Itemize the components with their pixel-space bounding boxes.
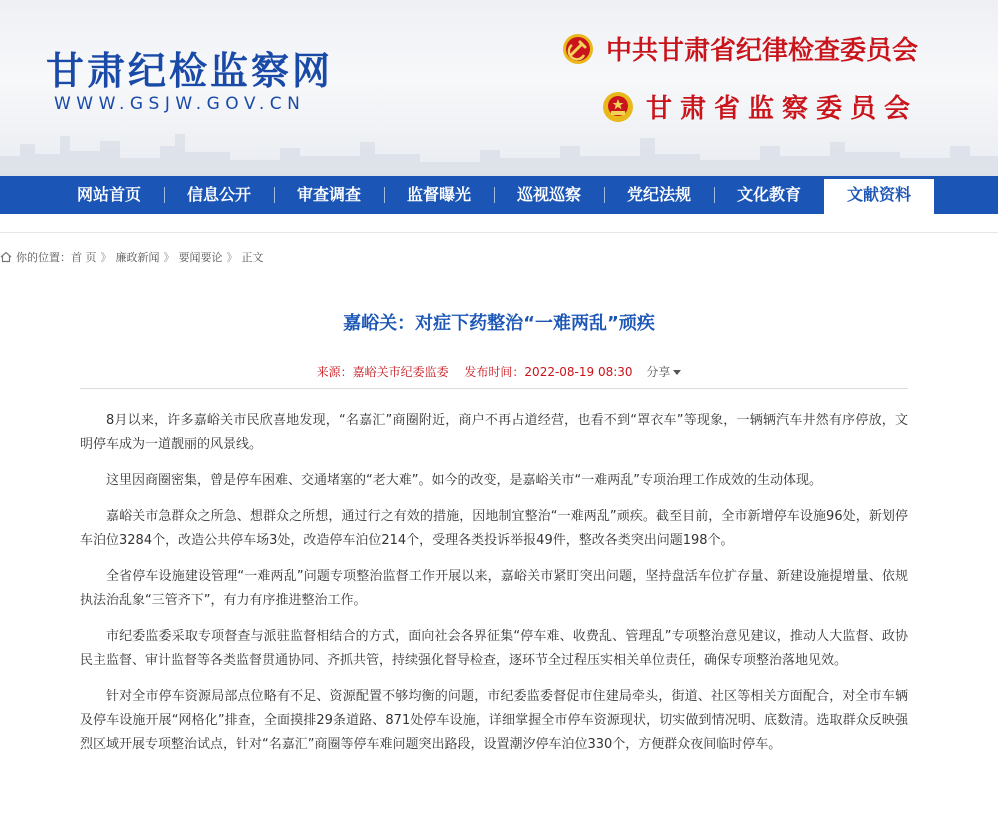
home-icon xyxy=(0,251,12,263)
breadcrumb-separator: 》 xyxy=(226,251,238,264)
article-body xyxy=(80,409,908,769)
org-ccdi-gansu xyxy=(562,30,918,67)
nav-item-review-investigation[interactable]: 审查调查 xyxy=(274,176,384,214)
divider xyxy=(80,388,908,389)
breadcrumb-prefix: 你的位置： xyxy=(16,251,71,264)
article-paragraph: 这里因商圈密集，曾是停车困难、交通堵塞的“老大难”。如今的改变，是嘉峪关市“一难两乱”专项治理工作成效的生动体现。 xyxy=(106,473,822,488)
article-paragraph: 嘉峪关市急群众之所急、想群众之所想，通过行之有效的措施，因地制宜整治“一难两乱”顽疾。截至目前，全市新增停车设施96处，新划停车泊位3284个，改造公共停车场3处，改造停车泊位214个，受理各类投诉举报49件，整改各类突出问题198个。 xyxy=(80,509,908,548)
article-meta xyxy=(0,363,998,380)
article-paragraph: 全省停车设施建设管理“一难两乱”问题专项整治监督工作开展以来，嘉峪关市紧盯突出问题，坚持盘活车位扩存量、新建设施提增量、依规执法治乱象“三管齐下”，有力有序推进整治工作。 xyxy=(80,569,908,608)
article-title: 嘉峪关：对症下药整治“一难两乱”顽疾 xyxy=(343,313,655,334)
share-button[interactable] xyxy=(646,365,681,379)
org-1-name: 中共甘肃省纪律检查委员会 xyxy=(605,36,918,66)
breadcrumb-home[interactable]: 首 页 xyxy=(71,251,97,264)
article-publish-time: 发布时间：2022-08-19 08:30 xyxy=(464,365,633,379)
nav-item-regulations[interactable]: 党纪法规 xyxy=(604,176,714,214)
main-nav xyxy=(0,176,998,214)
nav-item-supervision-exposure[interactable]: 监督曝光 xyxy=(384,176,494,214)
org-2-name: 甘肃省监察委员会 xyxy=(645,94,918,124)
nav-item-culture-education[interactable]: 文化教育 xyxy=(714,176,824,214)
nav-item-inspection[interactable]: 巡视巡察 xyxy=(494,176,604,214)
share-label: 分享 xyxy=(646,365,671,379)
breadcrumb-headlines[interactable]: 要闻要论 xyxy=(178,251,223,264)
article-paragraph: 8月以来，许多嘉峪关市民欣喜地发现，“名嘉汇”商圈附近，商户不再占道经营，也看不到“罩衣车”等现象，一辆辆汽车井然有序停放，文明停车成为一道靓丽的风景线。 xyxy=(80,413,908,452)
breadcrumb-news[interactable]: 廉政新闻 xyxy=(115,251,160,264)
breadcrumb-separator: 》 xyxy=(100,251,112,264)
city-skyline-decoration xyxy=(0,116,998,176)
party-emblem-icon xyxy=(562,33,594,65)
article-paragraph: 针对全市停车资源局部点位略有不足、资源配置不够均衡的问题，市纪委监委督促市住建局牵头，街道、社区等相关方面配合，对全市车辆及停车设施开展“网格化”排查，全面摸排29条道路、871处停车设施，详细掌握全市停车资源现状，切实做到情况明、底数清。选取群众反映强烈区域开展专项整治试点，针对“名嘉汇”商圈等停车难问题突出路段，设置潮汐停车泊位330个，方便群众夜间临时停车。 xyxy=(80,689,908,752)
breadcrumb-separator: 》 xyxy=(163,251,175,264)
national-emblem-icon xyxy=(602,91,634,123)
nav-item-documents[interactable]: 文献资料 xyxy=(824,176,934,214)
article-paragraph: 市纪委监委采取专项督查与派驻监督相结合的方式，面向社会各界征集“停车难、收费乱、管理乱”专项整治意见建议，推动人大监督、政协民主监督、审计监督等各类监督贯通协同、齐抓共管，持续强化督导检查，逐环节全过程压实相关单位责任，确保专项整治落地见效。 xyxy=(80,629,908,668)
nav-item-info-disclosure[interactable]: 信息公开 xyxy=(164,176,274,214)
site-title[interactable]: 甘肃纪检监察网 xyxy=(46,48,334,93)
article-source: 来源：嘉峪关市纪委监委 xyxy=(316,365,449,379)
breadcrumb xyxy=(0,249,264,265)
nav-item-home[interactable]: 网站首页 xyxy=(76,185,141,204)
org-supervision-gansu xyxy=(602,88,918,125)
breadcrumb-current: 正文 xyxy=(241,251,264,264)
article-container xyxy=(0,232,998,837)
site-header xyxy=(0,0,998,176)
chevron-down-icon xyxy=(673,370,681,375)
site-url[interactable]: WWW.GSJW.GOV.CN xyxy=(54,94,306,114)
